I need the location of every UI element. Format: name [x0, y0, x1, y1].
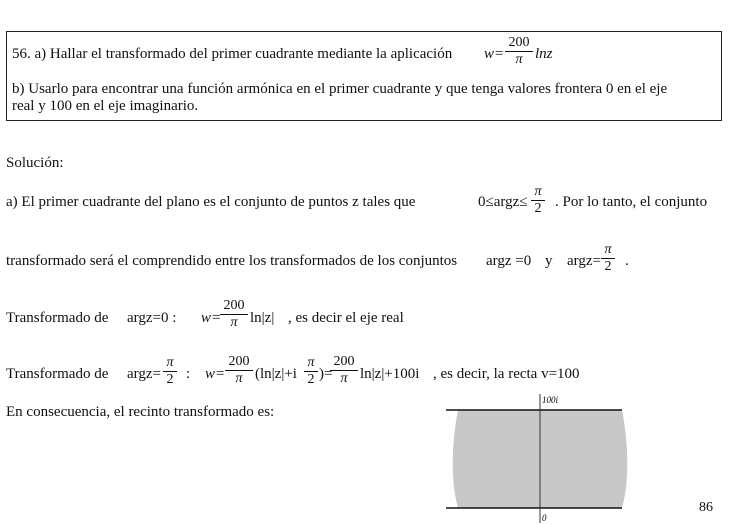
t1-tail: , es decir el eje real: [288, 310, 404, 326]
problem-part-b-line1: b) Usarlo para encontrar una función armónica en el primer cuadrante y que tenga valores frontera 0 en el eje: [12, 81, 668, 97]
t1-num: 200: [223, 298, 245, 313]
map-w: w=: [484, 46, 505, 62]
t2-set-pi: π: [166, 355, 174, 370]
t2-w: w=: [205, 366, 226, 382]
problem-part-a: [12, 46, 452, 63]
y-word: y: [545, 253, 553, 269]
top-label: 100i: [542, 395, 559, 405]
solution-a-line1: a) El primer cuadrante del plano es el conjunto de puntos z tales que: [6, 194, 416, 210]
solution-heading: Solución:: [6, 155, 64, 171]
t2-label: Transformado de: [6, 366, 109, 382]
t2-mid1: (ln|z|+i: [255, 366, 297, 382]
solution-a-line2: transformado será el comprendido entre los transformados de los conjuntos: [6, 253, 458, 269]
t2-colon: :: [186, 366, 191, 382]
set2-fraction: [601, 243, 615, 274]
t2-mid2: )=: [319, 366, 333, 382]
set2-pi: π: [604, 242, 612, 257]
t2-den2: π: [340, 371, 348, 386]
t2-mid-pi: π: [307, 355, 315, 370]
map-den: π: [515, 52, 523, 67]
t1-set: argz=0 :: [127, 310, 177, 326]
map-fraction: [505, 36, 533, 67]
t2-num2: 200: [333, 354, 355, 369]
ineq-text: 0≤argz≤: [478, 194, 528, 210]
ineq-fraction: [531, 185, 545, 216]
t2-den1: π: [235, 371, 243, 386]
t2-set-two: 2: [166, 372, 174, 387]
t1-label: Transformado de: [6, 310, 109, 326]
t2-set-fraction: [163, 356, 177, 387]
t2-fraction1: [225, 355, 253, 386]
t2-ln: ln|z|+100i: [360, 366, 420, 382]
map-num: 200: [508, 35, 530, 50]
t1-fraction: [220, 299, 248, 330]
set2-period: .: [625, 253, 629, 269]
t1-den: π: [230, 315, 238, 330]
t2-num1: 200: [228, 354, 250, 369]
t1-w: w=: [201, 310, 222, 326]
bottom-label: 0: [542, 513, 547, 523]
t1-ln: ln|z|: [250, 310, 275, 326]
set2: argz=: [567, 253, 601, 269]
t2-fraction-pi: [304, 356, 318, 387]
map-rhs: lnz: [535, 46, 553, 62]
t2-mid-two: 2: [307, 372, 315, 387]
t2-fraction2: [330, 355, 358, 386]
set2-two: 2: [604, 259, 612, 274]
set1: argz =0: [486, 253, 532, 269]
conclusion: En consecuencia, el recinto transformado es:: [6, 404, 275, 420]
transformed-region-figure: [440, 390, 640, 525]
problem-part-b-line2: real y 100 en el eje imaginario.: [12, 98, 199, 114]
solution-a-line1-tail: . Por lo tanto, el conjunto: [555, 194, 708, 210]
ineq-two: 2: [534, 201, 542, 216]
problem-part-a-text: 56. a) Hallar el transformado del primer cuadrante mediante la aplicación: [12, 46, 453, 62]
page-number: 86: [699, 500, 713, 515]
t2-set: argz=: [127, 366, 161, 382]
t2-tail: , es decir, la recta v=100: [433, 366, 580, 382]
ineq-pi: π: [534, 184, 542, 199]
